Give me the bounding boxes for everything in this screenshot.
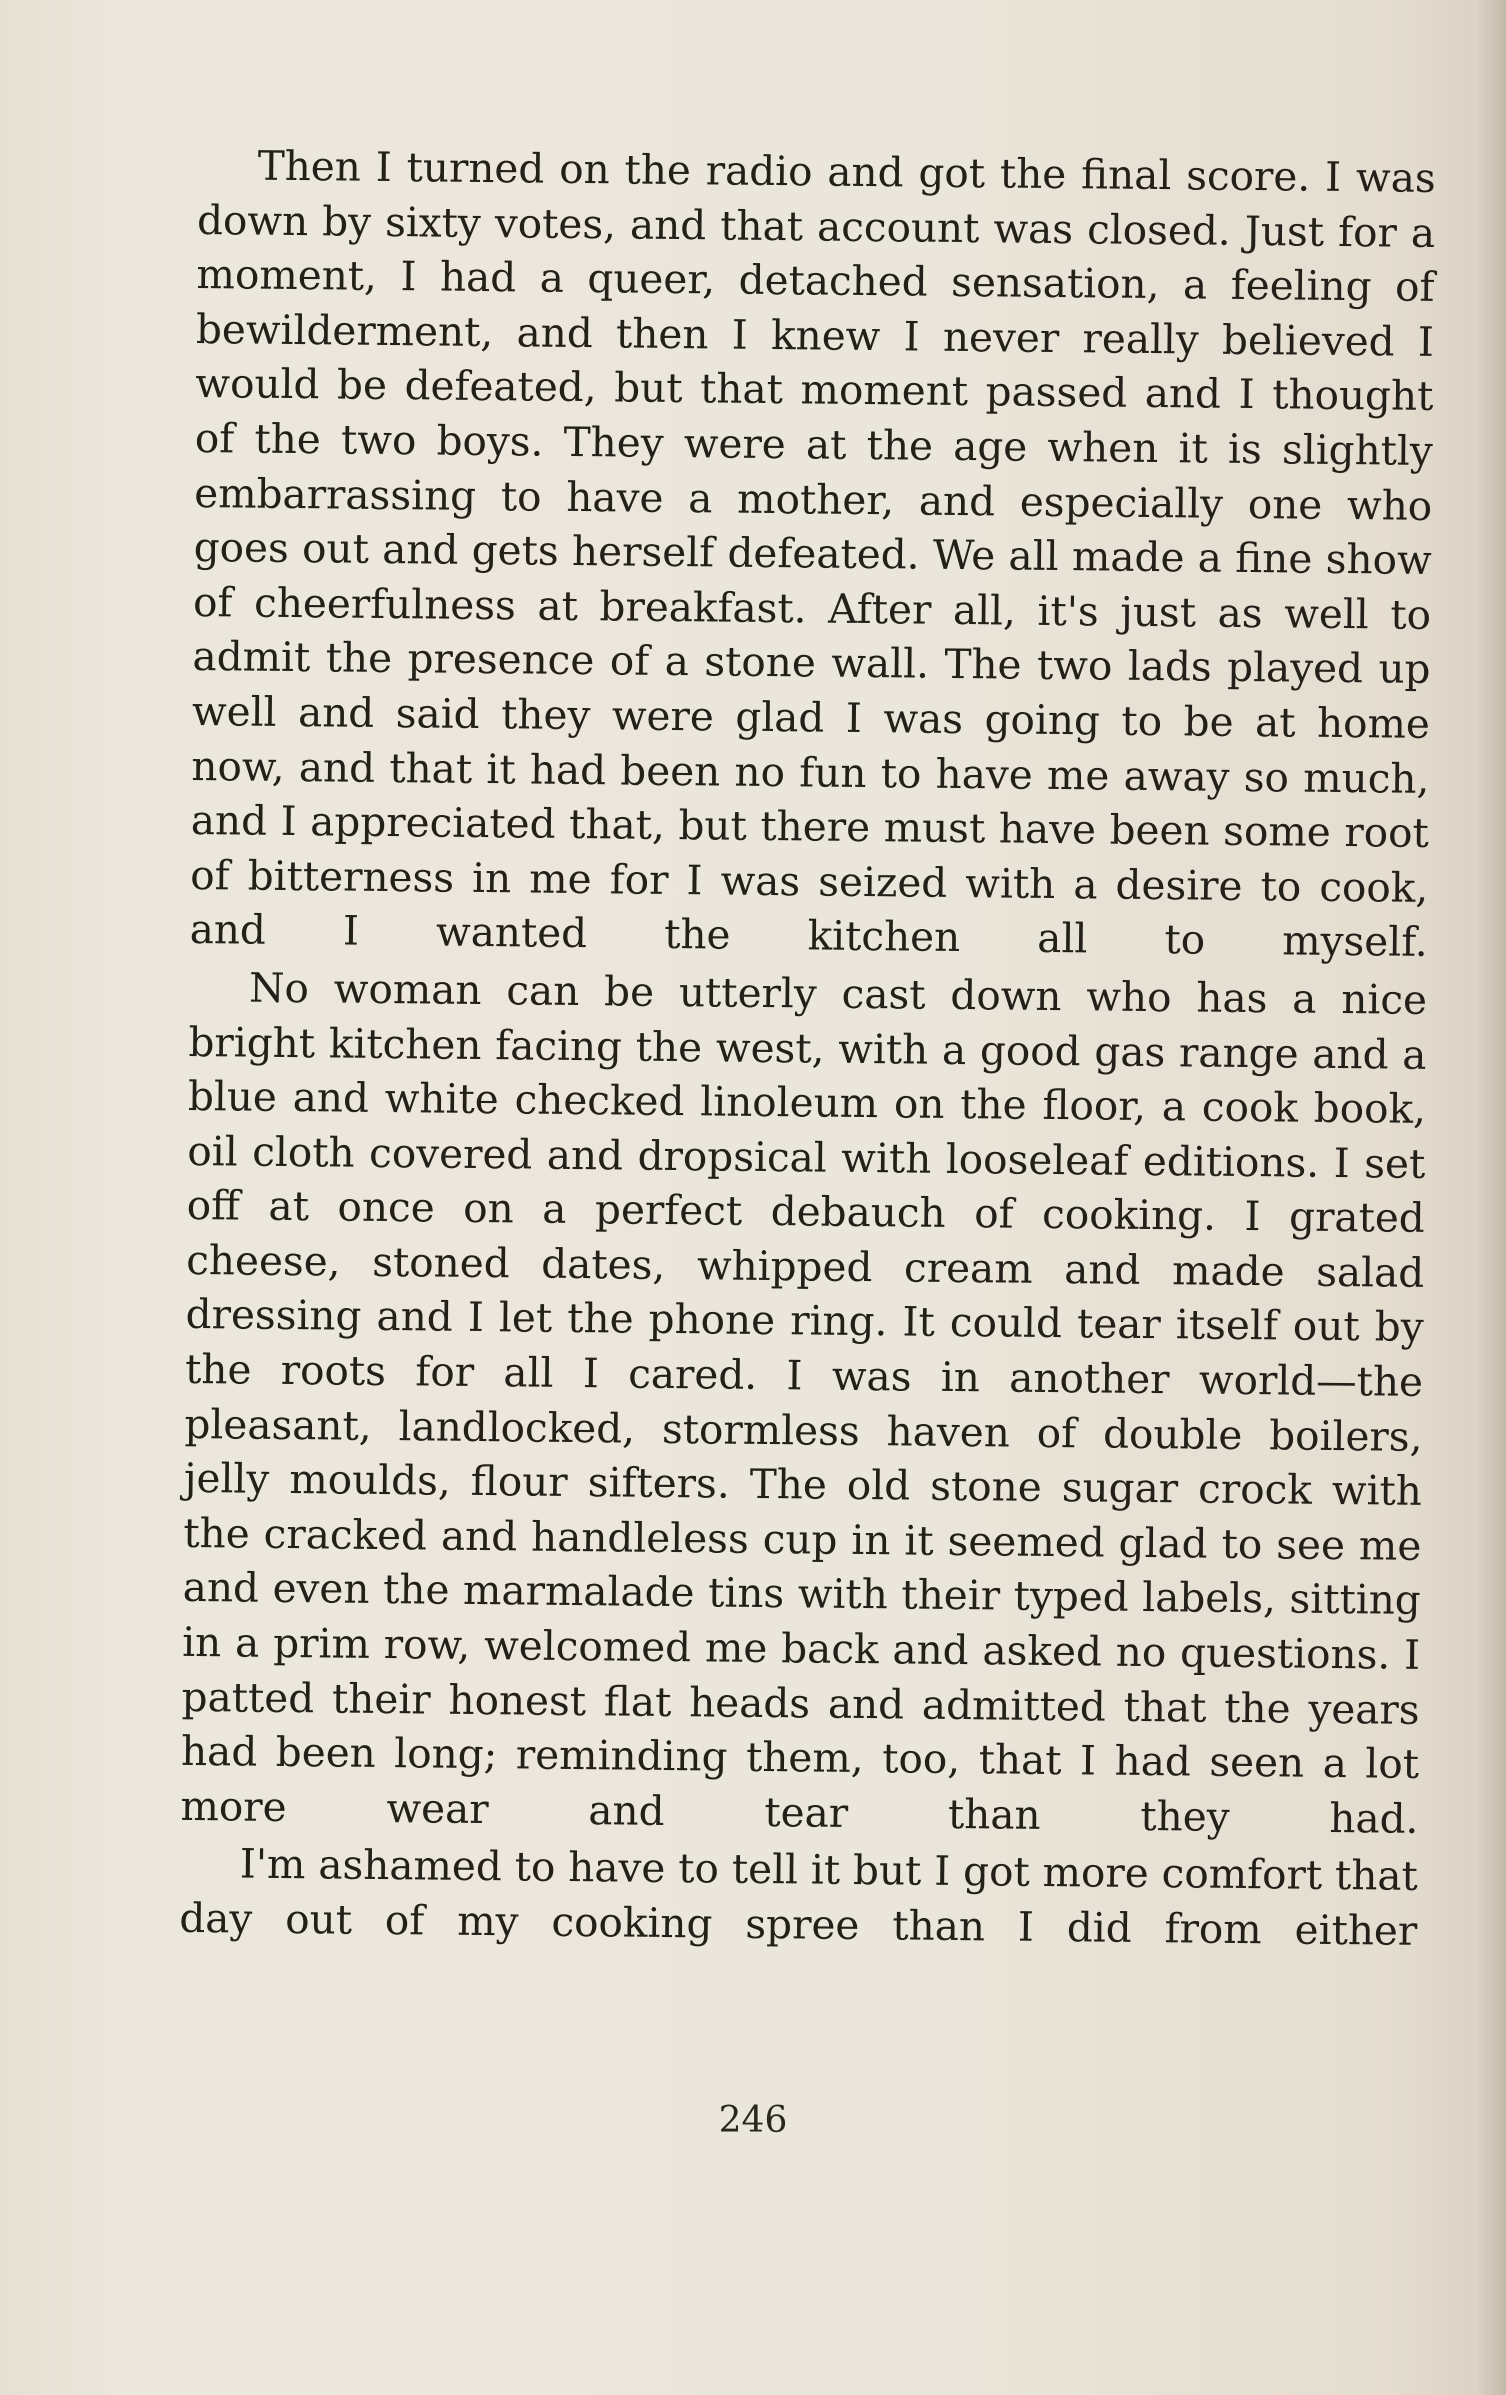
- paragraph-2: No woman can be utterly cast down who has a nice bright kitchen facing the west, with a good gas range and a blue and white checked linoleum on the floor, a cook book, oil cloth covered and dropsical with looseleaf editions. I set off at once on a perfect debauch of cooking. I grated cheese, stoned dates, whipped cream and made salad dressing and I let the phone ring. It could tear itself out by the roots for all I cared. I was in another world—the pleasant, landlocked, stormless haven of double boilers, jelly moulds, flour sifters. The old stone sugar crock with the cracked and handleless cup in it seemed glad to see me and even the marmalade tins with their typed labels, sitting in a prim row, welcomed me back and asked no questions. I patted their honest flat heads and admitted that the years had been long; reminding them, too, that I had seen a lot more wear and tear than they had.: [180, 963, 1428, 1843]
- page-edge-shadow: [1476, 0, 1506, 2395]
- body-text: [179, 138, 1436, 1958]
- paragraph-3: I'm ashamed to have to tell it but I got more comfort that day out of my cooking spree than I did from either: [179, 1839, 1419, 1955]
- paragraph-1: Then I turned on the radio and got the final score. I was down by sixty votes, and that account was closed. Just for a moment, I had a queer, detached sensation, a feeling of bewilderment, and then I knew I never really believed I would be defeated, but that moment passed and I thought of the two boys. They were at the age when it is slightly embarrassing to have a mother, and especially one who goes out and gets herself defeated. We all made a fine show of cheerfulness at breakfast. After all, it's just as well to admit the presence of a stone wall. The two lads played up well and said they were glad I was going to be at home now, and that it had been no fun to have me away so much, and I appreciated that, but there must have been some root of bitterness in me for I was seized with a desire to cook, and I wanted the kitchen all to myself.: [189, 141, 1436, 967]
- page-number: 246: [718, 2100, 788, 2141]
